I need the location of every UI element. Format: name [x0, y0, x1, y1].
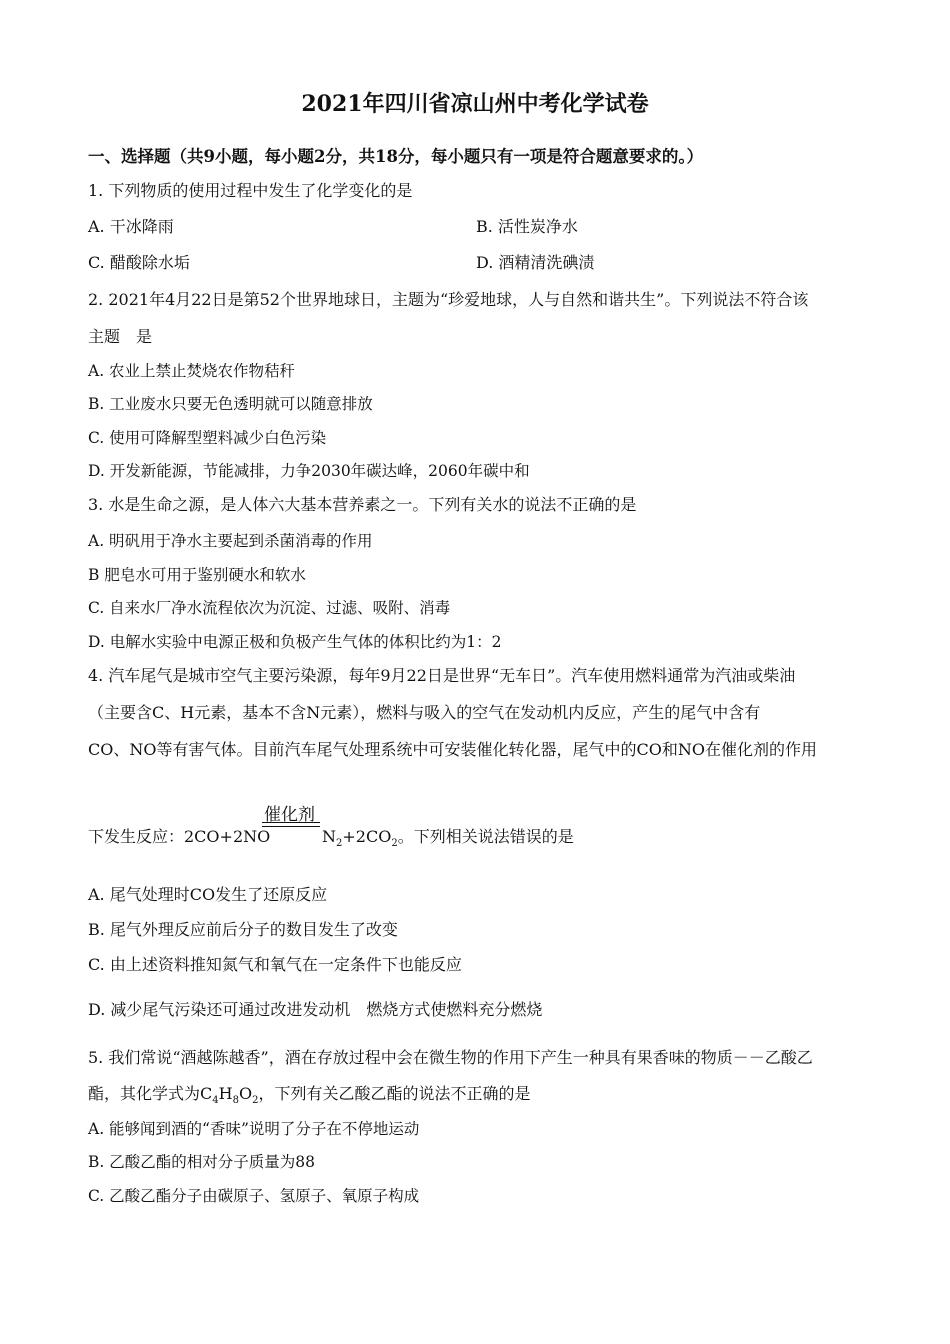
question-4-stem-line3: CO、NO等有害气体。目前汽车尾气处理系统中可安装催化转化器，尾气中的CO和NO在催化剂的作用	[88, 740, 817, 759]
question-4-option-b: B. 尾气外理反应前后分子的数目发生了改变	[88, 920, 398, 939]
question-4-stem-line1: 4. 汽车尾气是城市空气主要污染源，每年9月22日是世界“无车日”。汽车使用燃料通常为汽油或柴油	[88, 666, 796, 685]
reaction-equation-right: $N_2+2CO_2$。下列相关说法错误的是	[322, 827, 574, 850]
question-2-option-d: D. 开发新能源，节能减排，力争2030年碳达峰，2060年碳中和	[88, 462, 530, 480]
question-4-stem-line2: （主要含C、H元素，基本不含N元素），燃料与吸入的空气在发动机内反应，产生的尾气中含有	[88, 703, 761, 722]
question-2-stem-line1: 2. 2021年4月22日是第52个世界地球日，主题为“珍爱地球，人与自然和谐共生”。下列说法不符合该	[88, 290, 809, 309]
question-3-option-d: D. 电解水实验中电源正极和负极产生气体的体积比约为1：2	[88, 633, 502, 651]
section-heading: 一、选择题（共9小题，每小题2分，共18分，每小题只有一项是符合题意要求的。）	[88, 147, 704, 166]
question-5-option-a: A. 能够闻到酒的“香味”说明了分子在不停地运动	[88, 1120, 420, 1138]
question-5-option-b: B. 乙酸乙酯的相对分子质量为88	[88, 1153, 315, 1171]
question-1-option-d: D. 酒精清洗碘渍	[476, 253, 595, 272]
question-2-option-b: B. 工业废水只要无色透明就可以随意排放	[88, 395, 373, 413]
question-2-option-c: C. 使用可降解型塑料减少白色污染	[88, 429, 327, 447]
reaction-equation-left: 下发生反应：2CO+2NO	[88, 827, 271, 846]
question-3-option-c: C. 自来水厂净水流程依次为沉淀、过滤、吸附、消毒	[88, 599, 451, 617]
question-1-option-b: B. 活性炭净水	[476, 217, 578, 236]
question-4-option-d: D. 减少尾气污染还可通过改进发动机 燃烧方式使燃料充分燃烧	[88, 1000, 543, 1019]
question-1-option-a: A. 干冰降雨	[88, 217, 174, 236]
question-4-option-c: C. 由上述资料推知氮气和氧气在一定条件下也能反应	[88, 955, 462, 974]
question-2-option-a: A. 农业上禁止焚烧农作物秸秆	[88, 362, 296, 380]
question-2-stem-line2: 主题 是	[88, 327, 153, 346]
question-3-option-a: A. 明矾用于净水主要起到杀菌消毒的作用	[88, 532, 373, 550]
reaction-condition-catalyst: 催化剂	[264, 805, 315, 825]
reaction-equals-bar-bottom	[262, 826, 320, 827]
question-3-stem: 3. 水是生命之源，是人体六大基本营养素之一。下列有关水的说法不正确的是	[88, 495, 637, 514]
reaction-equals-bar-top	[262, 822, 320, 823]
question-5-stem-line2: 酯，其化学式为$C_4H_8O_2$，下列有关乙酸乙酯的说法不正确的是	[88, 1084, 531, 1107]
question-5-stem-line1: 5. 我们常说“酒越陈越香”，酒在存放过程中会在微生物的作用下产生一种具有果香味的物质－－乙酸乙	[88, 1048, 813, 1067]
page-title: 2021年四川省凉山州中考化学试卷	[301, 91, 649, 117]
question-4-option-a: A. 尾气处理时CO发生了还原反应	[88, 885, 328, 904]
question-3-option-b: B 肥皂水可用于鉴别硬水和软水	[88, 566, 306, 584]
question-5-option-c: C. 乙酸乙酯分子由碳原子、氢原子、氧原子构成	[88, 1187, 420, 1205]
question-1-stem: 1. 下列物质的使用过程中发生了化学变化的是	[88, 181, 413, 200]
question-1-option-c: C. 醋酸除水垢	[88, 253, 190, 272]
